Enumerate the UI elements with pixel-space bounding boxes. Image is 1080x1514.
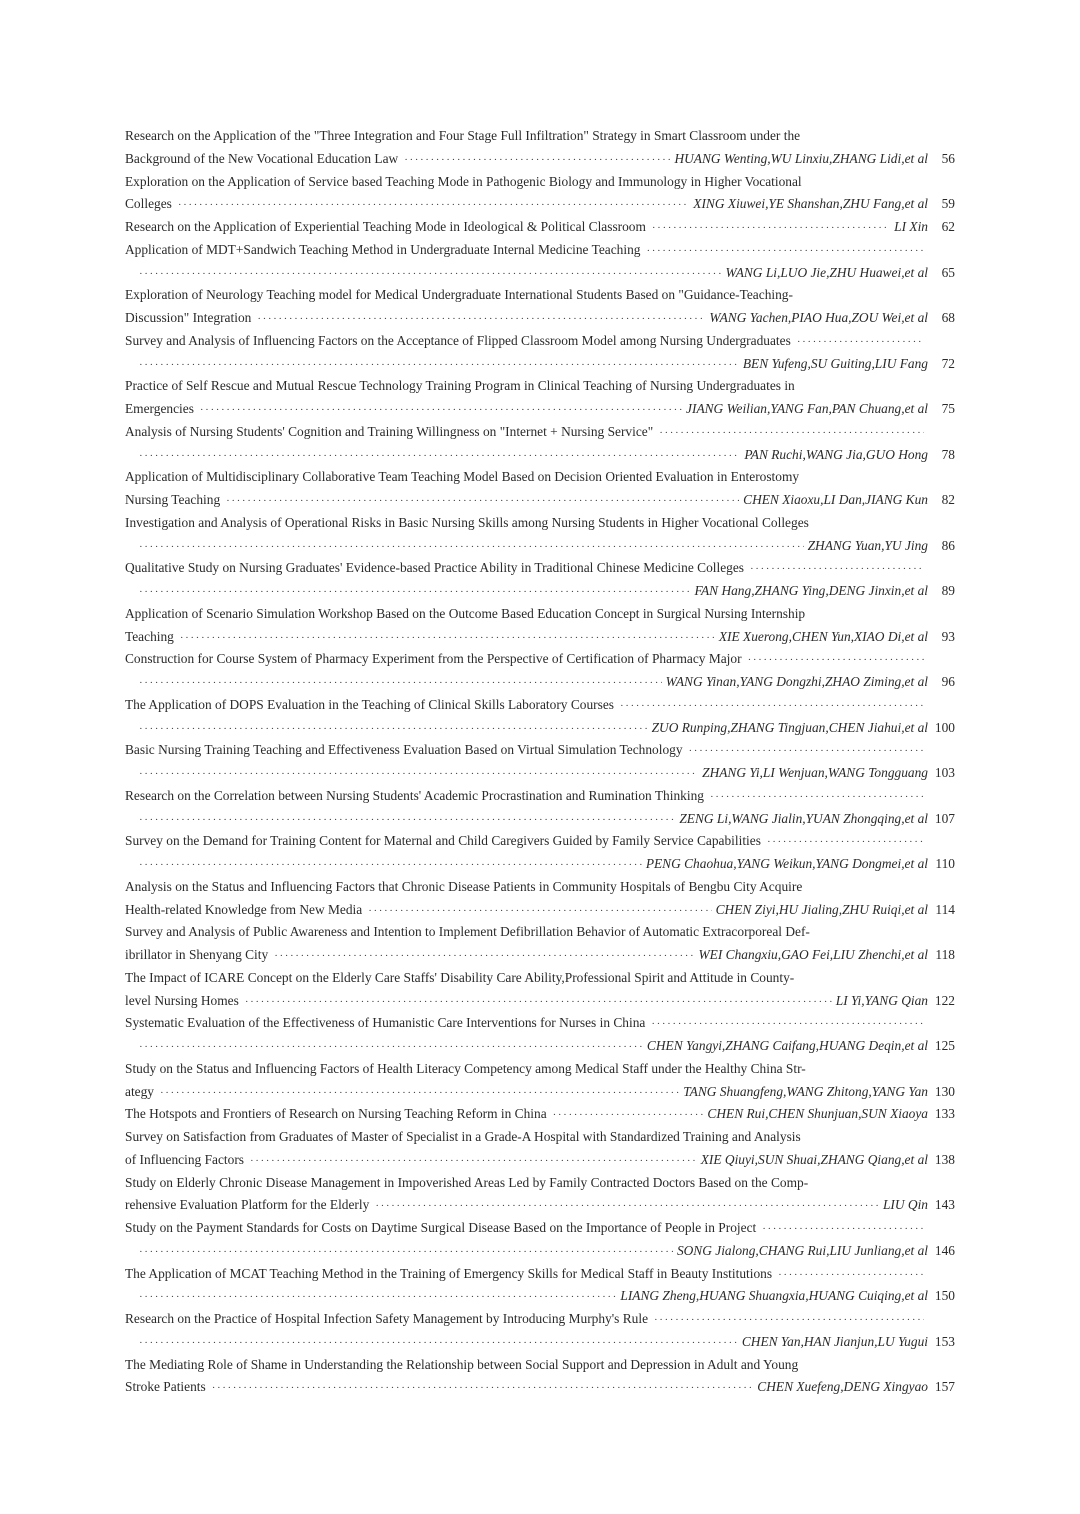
dot-leader bbox=[200, 399, 682, 422]
entry-author-line bbox=[125, 148, 955, 171]
entry-page-number: 62 bbox=[941, 219, 955, 234]
entry-page-number: 143 bbox=[934, 1197, 955, 1213]
entry-title-line bbox=[125, 648, 955, 671]
entry-author-line bbox=[125, 853, 955, 876]
entry-title-line: Application of Scenario Simulation Workshop Based on the Outcome Based Education Concept in Surgical Nursing Internship bbox=[125, 605, 806, 621]
entry-title-line bbox=[125, 830, 955, 853]
entry-title-text: of Influencing Factors bbox=[125, 1151, 244, 1167]
dot-leader bbox=[139, 263, 721, 286]
dot-leader bbox=[139, 763, 698, 786]
entry-authors: CHEN Rui,CHEN Shunjuan,SUN Xiaoya bbox=[707, 1106, 928, 1122]
entry-page-number: 82 bbox=[941, 492, 955, 507]
entry-authors: LI Xin bbox=[894, 219, 928, 234]
dot-leader bbox=[797, 331, 924, 354]
entry-authors: LIU Qin bbox=[882, 1197, 928, 1213]
entry-authors: PAN Ruchi,WANG Jia,GUO Hong bbox=[744, 446, 928, 462]
entry-page-number: 122 bbox=[934, 992, 955, 1008]
dot-leader bbox=[654, 1309, 924, 1332]
entry-author-line bbox=[125, 899, 955, 922]
entry-title-text: Construction for Course System of Pharmacy Experiment from the Perspective of Certification of Pharmacy Major bbox=[125, 651, 742, 667]
entry-author-line bbox=[125, 216, 955, 239]
toc-entry[interactable] bbox=[125, 921, 955, 967]
entry-authors: LIANG Zheng,HUANG Shuangxia,HUANG Cuiqing,et al bbox=[620, 1288, 928, 1304]
entry-page-number: 138 bbox=[934, 1151, 955, 1167]
entry-author-line bbox=[125, 808, 955, 831]
entry-authors: XIE Qiuyi,SUN Shuai,ZHANG Qiang,et al bbox=[700, 1151, 928, 1167]
entry-page-number: 153 bbox=[934, 1333, 955, 1349]
entry-title-text: Analysis of Nursing Students' Cognition and Training Willingness on "Internet + Nursing Service" bbox=[125, 423, 654, 439]
entry-title-line: Study on Elderly Chronic Disease Management in Impoverished Areas Led by Family Contracted Doctors Based on the Comp- bbox=[125, 1174, 809, 1190]
entry-title-text: Nursing Teaching bbox=[125, 492, 221, 507]
entry-author-line bbox=[125, 671, 955, 694]
toc-entry[interactable] bbox=[125, 421, 955, 467]
entry-authors: CHEN Ziyi,HU Jialing,ZHU Ruiqi,et al bbox=[715, 901, 928, 917]
dot-leader bbox=[762, 1218, 924, 1241]
entry-title-line bbox=[125, 330, 955, 353]
entry-author-line bbox=[125, 353, 955, 376]
entry-title-text: Background of the New Vocational Education Law bbox=[125, 150, 399, 166]
entry-author-line bbox=[125, 398, 955, 421]
dot-leader bbox=[750, 558, 924, 581]
entry-title-text: Study on the Payment Standards for Costs on Daytime Surgical Disease Based on the Importance of People in Project bbox=[125, 1220, 757, 1235]
dot-leader bbox=[651, 1013, 924, 1036]
dot-leader bbox=[652, 217, 890, 240]
entry-page-number: 133 bbox=[934, 1106, 955, 1122]
toc-entry[interactable] bbox=[125, 375, 955, 421]
entry-authors: ZHANG Yuan,YU Jing bbox=[807, 537, 928, 553]
entry-author-line bbox=[125, 990, 955, 1013]
toc-entry[interactable] bbox=[125, 1354, 955, 1400]
entry-authors: LI Yi,YANG Qian bbox=[835, 992, 928, 1008]
entry-title-text: ibrillator in Shenyang City bbox=[125, 947, 269, 962]
dot-leader bbox=[620, 695, 924, 718]
dot-leader bbox=[250, 1150, 697, 1173]
entry-title-line: Survey on Satisfaction from Graduates of Master of Specialist in a Grade-A Hospital with Standardized Training and Analysis bbox=[125, 1129, 801, 1144]
entry-title-text: Research on the Practice of Hospital Infection Safety Management by Introducing Murphy's Rule bbox=[125, 1311, 649, 1326]
entry-page-number: 103 bbox=[934, 765, 955, 780]
entry-author-line bbox=[125, 1103, 955, 1126]
entry-page-number: 65 bbox=[941, 264, 955, 280]
dot-leader bbox=[178, 194, 689, 217]
toc-entry[interactable] bbox=[125, 1058, 955, 1104]
entry-title-text: Basic Nursing Training Teaching and Effectiveness Evaluation Based on Virtual Simulation Technology bbox=[125, 742, 683, 758]
dot-leader bbox=[689, 740, 924, 763]
entry-title-line: The Impact of ICARE Concept on the Elderly Care Staffs' Disability Care Ability,Professional Spirit and Attitude in County- bbox=[125, 969, 795, 985]
entry-author-line bbox=[125, 580, 955, 603]
dot-leader bbox=[778, 1264, 924, 1287]
entry-title-text: Survey on the Demand for Training Content for Maternal and Child Caregivers Guided by Family Service Capabilities bbox=[125, 833, 761, 849]
entry-page-number: 78 bbox=[941, 446, 955, 462]
dot-leader bbox=[647, 240, 925, 263]
entry-title-line bbox=[125, 421, 955, 444]
entry-authors: WEI Changxiu,GAO Fei,LIU Zhenchi,et al bbox=[698, 947, 928, 962]
entry-page-number: 68 bbox=[941, 310, 955, 325]
entry-author-line bbox=[125, 444, 955, 467]
entry-page-number: 157 bbox=[934, 1379, 955, 1395]
dot-leader bbox=[139, 581, 691, 604]
dot-leader bbox=[748, 649, 924, 672]
dot-leader bbox=[404, 149, 670, 172]
entry-page-number: 125 bbox=[934, 1038, 955, 1053]
entry-author-line bbox=[125, 1331, 955, 1354]
entry-page-number: 96 bbox=[941, 674, 955, 689]
entry-author-line bbox=[125, 626, 955, 649]
entry-authors: JIANG Weilian,YANG Fan,PAN Chuang,et al bbox=[686, 401, 928, 416]
toc-entry[interactable] bbox=[125, 1308, 955, 1354]
dot-leader bbox=[139, 1286, 616, 1309]
entry-author-line bbox=[125, 307, 955, 330]
entry-authors: ZENG Li,WANG Jialin,YUAN Zhongqing,et al bbox=[679, 810, 928, 826]
dot-leader bbox=[139, 809, 675, 832]
entry-title-text: Discussion" Integration bbox=[125, 310, 252, 325]
dot-leader bbox=[139, 1036, 643, 1059]
entry-title-line bbox=[125, 739, 955, 762]
entry-title-text: Colleges bbox=[125, 196, 172, 212]
entry-title-line bbox=[125, 785, 955, 808]
entry-author-line bbox=[125, 1376, 955, 1399]
dot-leader bbox=[180, 627, 715, 650]
entry-title-text: Teaching bbox=[125, 628, 174, 644]
toc-entry[interactable] bbox=[125, 330, 955, 376]
toc-entry[interactable] bbox=[125, 1126, 955, 1172]
entry-title-text: level Nursing Homes bbox=[125, 992, 239, 1008]
entry-authors: FAN Hang,ZHANG Ying,DENG Jinxin,et al bbox=[694, 583, 928, 598]
entry-page-number: 150 bbox=[934, 1288, 955, 1304]
entry-title-line: Study on the Status and Influencing Factors of Health Literacy Competency among Medical Staff under the Healthy China Str- bbox=[125, 1060, 806, 1076]
entry-author-line bbox=[125, 1240, 955, 1263]
dot-leader bbox=[226, 490, 739, 513]
toc-entry[interactable] bbox=[125, 171, 955, 217]
dot-leader bbox=[245, 991, 832, 1014]
toc-entry[interactable] bbox=[125, 648, 955, 694]
dot-leader bbox=[139, 672, 662, 695]
entry-authors: BEN Yufeng,SU Guiting,LIU Fang bbox=[742, 355, 928, 371]
dot-leader bbox=[659, 422, 924, 445]
entry-page-number: 107 bbox=[934, 810, 955, 826]
dot-leader bbox=[160, 1082, 679, 1105]
entry-page-number: 75 bbox=[941, 401, 955, 416]
entry-author-line bbox=[125, 193, 955, 216]
entry-authors: CHEN Xuefeng,DENG Xingyao bbox=[757, 1379, 928, 1395]
entry-title-text: The Application of MCAT Teaching Method in the Training of Emergency Skills for Medical Staff in Beauty Institutions bbox=[125, 1265, 773, 1281]
entry-author-line bbox=[125, 1194, 955, 1217]
entry-title-text: Systematic Evaluation of the Effectiveness of Humanistic Care Interventions for Nurses in China bbox=[125, 1015, 646, 1031]
entry-title-text: Application of MDT+Sandwich Teaching Method in Undergraduate Internal Medicine Teaching bbox=[125, 241, 641, 257]
entry-title-text: Health-related Knowledge from New Media bbox=[125, 901, 363, 917]
entry-title-line bbox=[125, 1217, 955, 1240]
entry-page-number: 146 bbox=[934, 1242, 955, 1258]
entry-author-line bbox=[125, 762, 955, 785]
entry-title-line: Exploration on the Application of Service based Teaching Mode in Pathogenic Biology and Immunology in Higher Vocational bbox=[125, 173, 802, 189]
entry-title-text: rehensive Evaluation Platform for the Elderly bbox=[125, 1197, 370, 1213]
dot-leader bbox=[375, 1195, 879, 1218]
toc-entry[interactable] bbox=[125, 694, 955, 740]
entry-title-text: Stroke Patients bbox=[125, 1379, 206, 1395]
toc-entry[interactable] bbox=[125, 284, 955, 330]
toc-entry[interactable] bbox=[125, 125, 955, 171]
dot-leader bbox=[553, 1104, 704, 1127]
entry-page-number: 59 bbox=[941, 196, 955, 212]
dot-leader bbox=[212, 1377, 754, 1400]
entry-title-line: Research on the Application of the "Three Integration and Four Stage Full Infiltration" Strategy in Smart Classroom under the bbox=[125, 128, 801, 143]
entry-authors: WANG Li,LUO Jie,ZHU Huawei,et al bbox=[725, 264, 928, 280]
toc-entry[interactable] bbox=[125, 967, 955, 1013]
entry-title-text: Research on the Correlation between Nursing Students' Academic Procrastination and Rumination Thinking bbox=[125, 787, 704, 803]
toc-entry[interactable] bbox=[125, 1217, 955, 1263]
toc-entry[interactable] bbox=[125, 239, 955, 285]
dot-leader bbox=[274, 945, 694, 968]
entry-title-text: Qualitative Study on Nursing Graduates' Evidence-based Practice Ability in Traditional Chinese Medicine Colleges bbox=[125, 560, 745, 576]
entry-title-text: Emergencies bbox=[125, 401, 194, 416]
dot-leader bbox=[139, 536, 804, 559]
entry-page-number: 93 bbox=[941, 628, 955, 644]
entry-page-number: 114 bbox=[935, 901, 955, 917]
toc-entry[interactable] bbox=[125, 1012, 955, 1058]
entry-title-line bbox=[125, 1308, 955, 1331]
entry-title-line: Survey and Analysis of Public Awareness and Intention to Implement Defibrillation Behavior of Automatic Extracorporeal Def- bbox=[125, 924, 810, 940]
entry-page-number: 110 bbox=[935, 856, 955, 871]
entry-title-line: Exploration of Neurology Teaching model for Medical Undergraduate International Students Based on "Guidance-Teaching- bbox=[125, 287, 793, 303]
dot-leader bbox=[257, 308, 705, 331]
entry-authors: XING Xiuwei,YE Shanshan,ZHU Fang,et al bbox=[693, 196, 928, 212]
toc-entry[interactable] bbox=[125, 830, 955, 876]
entry-title-line: Practice of Self Rescue and Mutual Rescue Technology Training Program in Clinical Teaching of Nursing Undergraduates in bbox=[125, 378, 795, 394]
entry-title-line bbox=[125, 1263, 955, 1286]
entry-authors: HUANG Wenting,WU Linxiu,ZHANG Lidi,et al bbox=[674, 150, 928, 166]
entry-title-line bbox=[125, 239, 955, 262]
entry-title-text: Research on the Application of Experiential Teaching Mode in Ideological & Political Classroom bbox=[125, 219, 646, 234]
dot-leader bbox=[139, 1332, 738, 1355]
entry-title-text: ategy bbox=[125, 1083, 154, 1099]
toc-entry[interactable] bbox=[125, 1263, 955, 1309]
entry-author-line bbox=[125, 535, 955, 558]
entry-title-line: Application of Multidisciplinary Collaborative Team Teaching Model Based on Decision Oriented Evaluation in Enterostomy bbox=[125, 469, 800, 485]
entry-authors: XIE Xuerong,CHEN Yun,XIAO Di,et al bbox=[718, 628, 928, 644]
entry-author-line bbox=[125, 1035, 955, 1058]
dot-leader bbox=[767, 831, 924, 854]
entry-author-line bbox=[125, 1285, 955, 1308]
toc-entry[interactable] bbox=[125, 603, 955, 649]
dot-leader bbox=[368, 900, 711, 923]
toc-entry[interactable] bbox=[125, 876, 955, 922]
entry-page-number: 86 bbox=[941, 537, 955, 553]
toc-entry[interactable] bbox=[125, 466, 955, 512]
dot-leader bbox=[139, 445, 740, 468]
entry-title-line: The Mediating Role of Shame in Understanding the Relationship between Social Support and Depression in Adult and Young bbox=[125, 1356, 799, 1372]
dot-leader bbox=[710, 786, 924, 809]
entry-authors: SONG Jialong,CHANG Rui,LIU Junliang,et al bbox=[676, 1242, 928, 1258]
dot-leader bbox=[139, 1241, 673, 1264]
entry-page-number: 72 bbox=[941, 355, 955, 371]
entry-authors: CHEN Yan,HAN Jianjun,LU Yugui bbox=[741, 1333, 928, 1349]
entry-author-line bbox=[125, 1149, 955, 1172]
entry-authors: ZUO Runping,ZHANG Tingjuan,CHEN Jiahui,et al bbox=[651, 719, 928, 735]
entry-title-line: Investigation and Analysis of Operational Risks in Basic Nursing Skills among Nursing Students in Higher Vocational Colleges bbox=[125, 514, 809, 530]
entry-page-number: 89 bbox=[941, 583, 955, 598]
entry-title-line bbox=[125, 694, 955, 717]
toc-entry[interactable] bbox=[125, 1172, 955, 1218]
entry-authors: WANG Yinan,YANG Dongzhi,ZHAO Ziming,et al bbox=[665, 674, 928, 689]
entry-title-line: Analysis on the Status and Influencing Factors that Chronic Disease Patients in Community Hospitals of Bengbu City Acquire bbox=[125, 878, 803, 894]
entry-page-number: 100 bbox=[934, 719, 955, 735]
entry-author-line bbox=[125, 944, 955, 967]
entry-author-line bbox=[125, 717, 955, 740]
entry-title-text: Survey and Analysis of Influencing Factors on the Acceptance of Flipped Classroom Model among Nursing Undergraduates bbox=[125, 332, 791, 348]
entry-title-line bbox=[125, 1012, 955, 1035]
entry-title-line bbox=[125, 557, 955, 580]
table-of-contents bbox=[125, 125, 955, 1399]
toc-entry[interactable] bbox=[125, 216, 955, 239]
entry-author-line bbox=[125, 1081, 955, 1104]
entry-author-line bbox=[125, 489, 955, 512]
toc-entry[interactable] bbox=[125, 739, 955, 785]
toc-entry[interactable] bbox=[125, 785, 955, 831]
entry-page-number: 118 bbox=[935, 947, 955, 962]
entry-page-number: 56 bbox=[941, 150, 955, 166]
dot-leader bbox=[139, 718, 648, 741]
toc-entry[interactable] bbox=[125, 512, 955, 558]
entry-authors: CHEN Yangyi,ZHANG Caifang,HUANG Deqin,et al bbox=[646, 1038, 928, 1053]
entry-authors: TANG Shuangfeng,WANG Zhitong,YANG Yan bbox=[683, 1083, 928, 1099]
entry-authors: ZHANG Yi,LI Wenjuan,WANG Tongguang bbox=[702, 765, 928, 780]
entry-title-text: The Hotspots and Frontiers of Research on Nursing Teaching Reform in China bbox=[125, 1106, 547, 1122]
entry-authors: PENG Chaohua,YANG Weikun,YANG Dongmei,et al bbox=[645, 856, 928, 871]
dot-leader bbox=[139, 354, 739, 377]
entry-authors: CHEN Xiaoxu,LI Dan,JIANG Kun bbox=[743, 492, 928, 507]
dot-leader bbox=[139, 854, 642, 877]
toc-entry[interactable] bbox=[125, 1103, 955, 1126]
entry-authors: WANG Yachen,PIAO Hua,ZOU Wei,et al bbox=[709, 310, 928, 325]
toc-entry[interactable] bbox=[125, 557, 955, 603]
entry-title-text: The Application of DOPS Evaluation in the Teaching of Clinical Skills Laboratory Courses bbox=[125, 696, 614, 712]
entry-page-number: 130 bbox=[934, 1083, 955, 1099]
entry-author-line bbox=[125, 262, 955, 285]
